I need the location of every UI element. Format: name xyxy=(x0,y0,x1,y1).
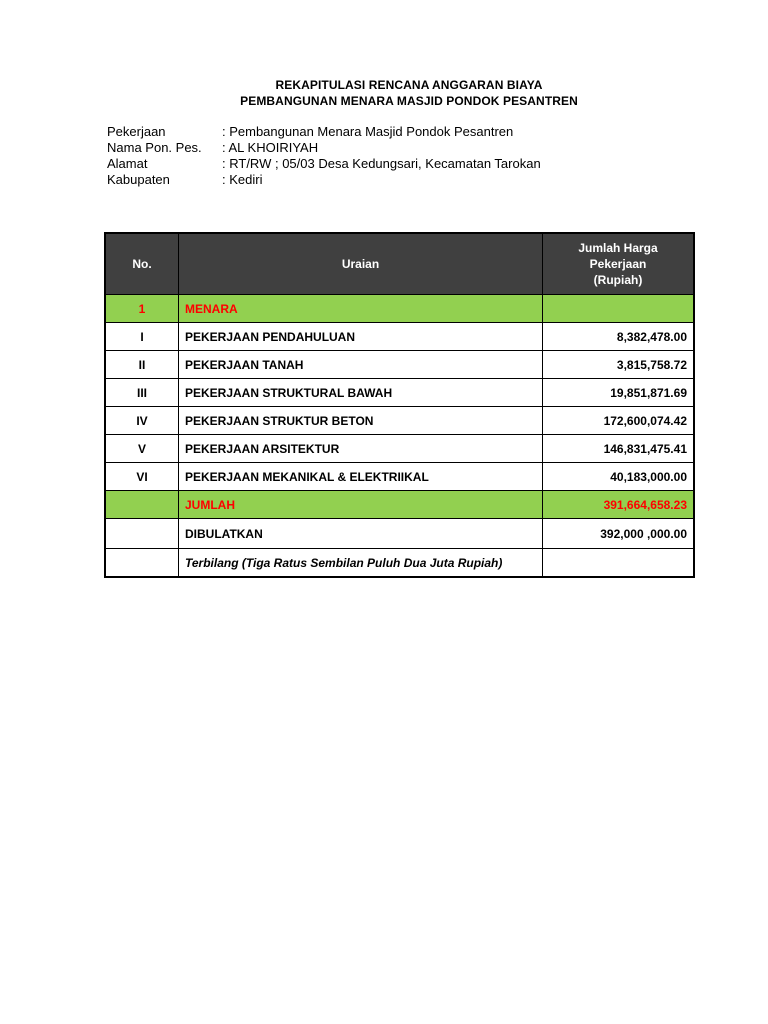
info-label: Alamat xyxy=(107,156,148,171)
total-row xyxy=(105,491,694,519)
terbilang-row xyxy=(105,549,694,578)
rounded-no xyxy=(105,519,179,549)
section-no: 1 xyxy=(105,295,179,323)
header-uraian: Uraian xyxy=(179,233,543,295)
table-row xyxy=(105,323,694,351)
table-row xyxy=(105,351,694,379)
terbilang-amount xyxy=(543,549,695,578)
row-label: PEKERJAAN PENDAHULUAN xyxy=(179,323,543,351)
row-no: III xyxy=(105,379,179,407)
row-amount: 146,831,475.41 xyxy=(543,435,695,463)
terbilang-text: Terbilang (Tiga Ratus Sembilan Puluh Dua Juta Rupiah) xyxy=(179,549,543,578)
row-label: PEKERJAAN ARSITEKTUR xyxy=(179,435,543,463)
table-row xyxy=(105,379,694,407)
budget-table xyxy=(104,232,695,578)
info-row-alamat xyxy=(107,156,541,172)
info-row-kabupaten xyxy=(107,172,541,188)
info-value: : Pembangunan Menara Masjid Pondok Pesantren xyxy=(222,124,514,139)
rounded-amount: 392,000 ,000.00 xyxy=(543,519,695,549)
info-row-nama xyxy=(107,140,541,156)
info-value: : RT/RW ; 05/03 Desa Kedungsari, Kecamatan Tarokan xyxy=(222,156,541,171)
row-label: PEKERJAAN STRUKTUR BETON xyxy=(179,407,543,435)
table-row xyxy=(105,435,694,463)
table-row xyxy=(105,463,694,491)
header-amount-line3: (Rupiah) xyxy=(593,273,643,287)
row-no: II xyxy=(105,351,179,379)
row-amount: 8,382,478.00 xyxy=(543,323,695,351)
info-label: Kabupaten xyxy=(107,172,170,187)
header-amount-line2: Pekerjaan xyxy=(589,257,647,271)
table-row xyxy=(105,407,694,435)
row-amount: 3,815,758.72 xyxy=(543,351,695,379)
terbilang-no xyxy=(105,549,179,578)
table-header-row xyxy=(105,233,694,295)
row-no: VI xyxy=(105,463,179,491)
row-label: PEKERJAAN MEKANIKAL & ELEKTRIIKAL xyxy=(179,463,543,491)
row-amount: 172,600,074.42 xyxy=(543,407,695,435)
header-amount xyxy=(543,233,695,295)
row-label: PEKERJAAN TANAH xyxy=(179,351,543,379)
header-no: No. xyxy=(105,233,179,295)
total-amount: 391,664,658.23 xyxy=(543,491,695,519)
rounded-label: DIBULATKAN xyxy=(179,519,543,549)
project-info xyxy=(107,124,541,188)
total-no xyxy=(105,491,179,519)
section-amount xyxy=(543,295,695,323)
section-label: MENARA xyxy=(179,295,543,323)
row-no: I xyxy=(105,323,179,351)
row-label: PEKERJAAN STRUKTURAL BAWAH xyxy=(179,379,543,407)
row-no: V xyxy=(105,435,179,463)
document-title-line2: PEMBANGUNAN MENARA MASJID PONDOK PESANTREN xyxy=(240,94,578,108)
header-amount-line1: Jumlah Harga xyxy=(578,241,658,255)
document-title-line1: REKAPITULASI RENCANA ANGGARAN BIAYA xyxy=(275,78,543,92)
total-label: JUMLAH xyxy=(179,491,543,519)
info-row-pekerjaan xyxy=(107,124,541,140)
info-value: : Kediri xyxy=(222,172,263,187)
section-row xyxy=(105,295,694,323)
info-label: Pekerjaan xyxy=(107,124,166,139)
row-amount: 40,183,000.00 xyxy=(543,463,695,491)
info-label: Nama Pon. Pes. xyxy=(107,140,202,155)
info-value: : AL KHOIRIYAH xyxy=(222,140,319,155)
rounded-row xyxy=(105,519,694,549)
row-amount: 19,851,871.69 xyxy=(543,379,695,407)
row-no: IV xyxy=(105,407,179,435)
